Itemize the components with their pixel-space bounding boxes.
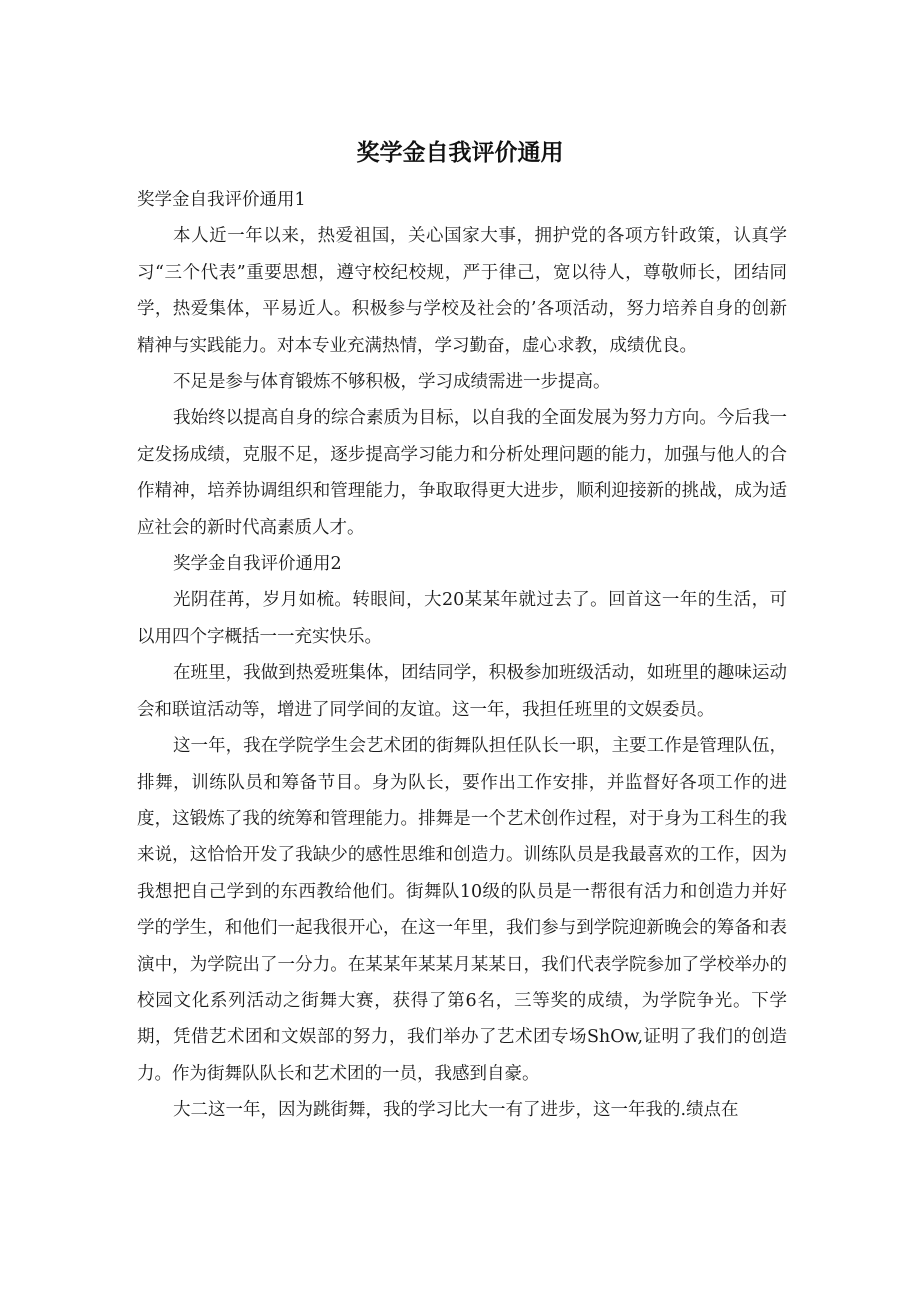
paragraph: 在班里，我做到热爱班集体，团结同学，积极参加班级活动，如班里的趣味运动会和联谊活动等，增进了同学间的友谊。这一年，我担任班里的文娱委员。 [137, 663, 787, 720]
paragraph: 我始终以提高自身的综合素质为目标，以自我的全面发展为努力方向。今后我一定发扬成绩，克服不足，逐步提高学习能力和分析处理问题的能力，加强与他人的合作精神，培养协调组织和管理能力，争取取得更大进步，顺利迎接新的挑战，成为适应社会的新时代高素质人才。 [137, 408, 787, 538]
paragraph: 不足是参与体育锻炼不够积极，学习成绩需进一步提高。 [173, 372, 611, 393]
paragraph: 大二这一年，因为跳街舞，我的学习比大一有了进步，这一年我的.绩点在 [173, 1100, 739, 1121]
document-body [137, 182, 787, 1129]
paragraph: 本人近一年以来，热爱祖国，关心国家大事，拥护党的各项方针政策，认真学习“三个代表”重要思想，遵守校纪校规，严于律己，宽以待人，尊敬师长，团结同学，热爱集体，平易近人。积极参与学校及社会的’各项活动，努力培养自身的创新精神与实践能力。对本专业充满热情，学习勤奋，虚心求教，成绩优良。 [137, 226, 787, 356]
section-heading-2: 奖学金自我评价通用2 [173, 554, 342, 575]
paragraph: 光阴荏苒，岁月如梳。转眼间，大20某某年就过去了。回首这一年的生活，可以用四个字概括一一充实快乐。 [137, 590, 787, 647]
paragraph: 这一年，我在学院学生会艺术团的街舞队担任队长一职，主要工作是管理队伍，排舞，训练队员和筹备节目。身为队长，要作出工作安排，并监督好各项工作的进度，这锻炼了我的统筹和管理能力。排舞是一个艺术创作过程，对于身为工科生的我来说，这恰恰开发了我缺少的感性思维和创造力。训练队员是我最喜欢的工作，因为我想把自己学到的东西教给他们。街舞队10级的队员是一帮很有活力和创造力并好学的学生，和他们一起我很开心，在这一年里，我们参与到学院迎新晚会的筹备和表演中，为学院出了一分力。在某某年某某月某某日，我们代表学院参加了学校举办的校园文化系列活动之街舞大赛，获得了第6名，三等奖的成绩，为学院争光。下学期，凭借艺术团和文娱部的努力，我们举办了艺术团专场ShOw,证明了我们的创造力。作为街舞队队长和艺术团的一员，我感到自豪。 [137, 736, 787, 1084]
section-heading-1: 奖学金自我评价通用1 [137, 190, 306, 210]
document-title: 奖学金自我评价通用 [356, 140, 564, 166]
